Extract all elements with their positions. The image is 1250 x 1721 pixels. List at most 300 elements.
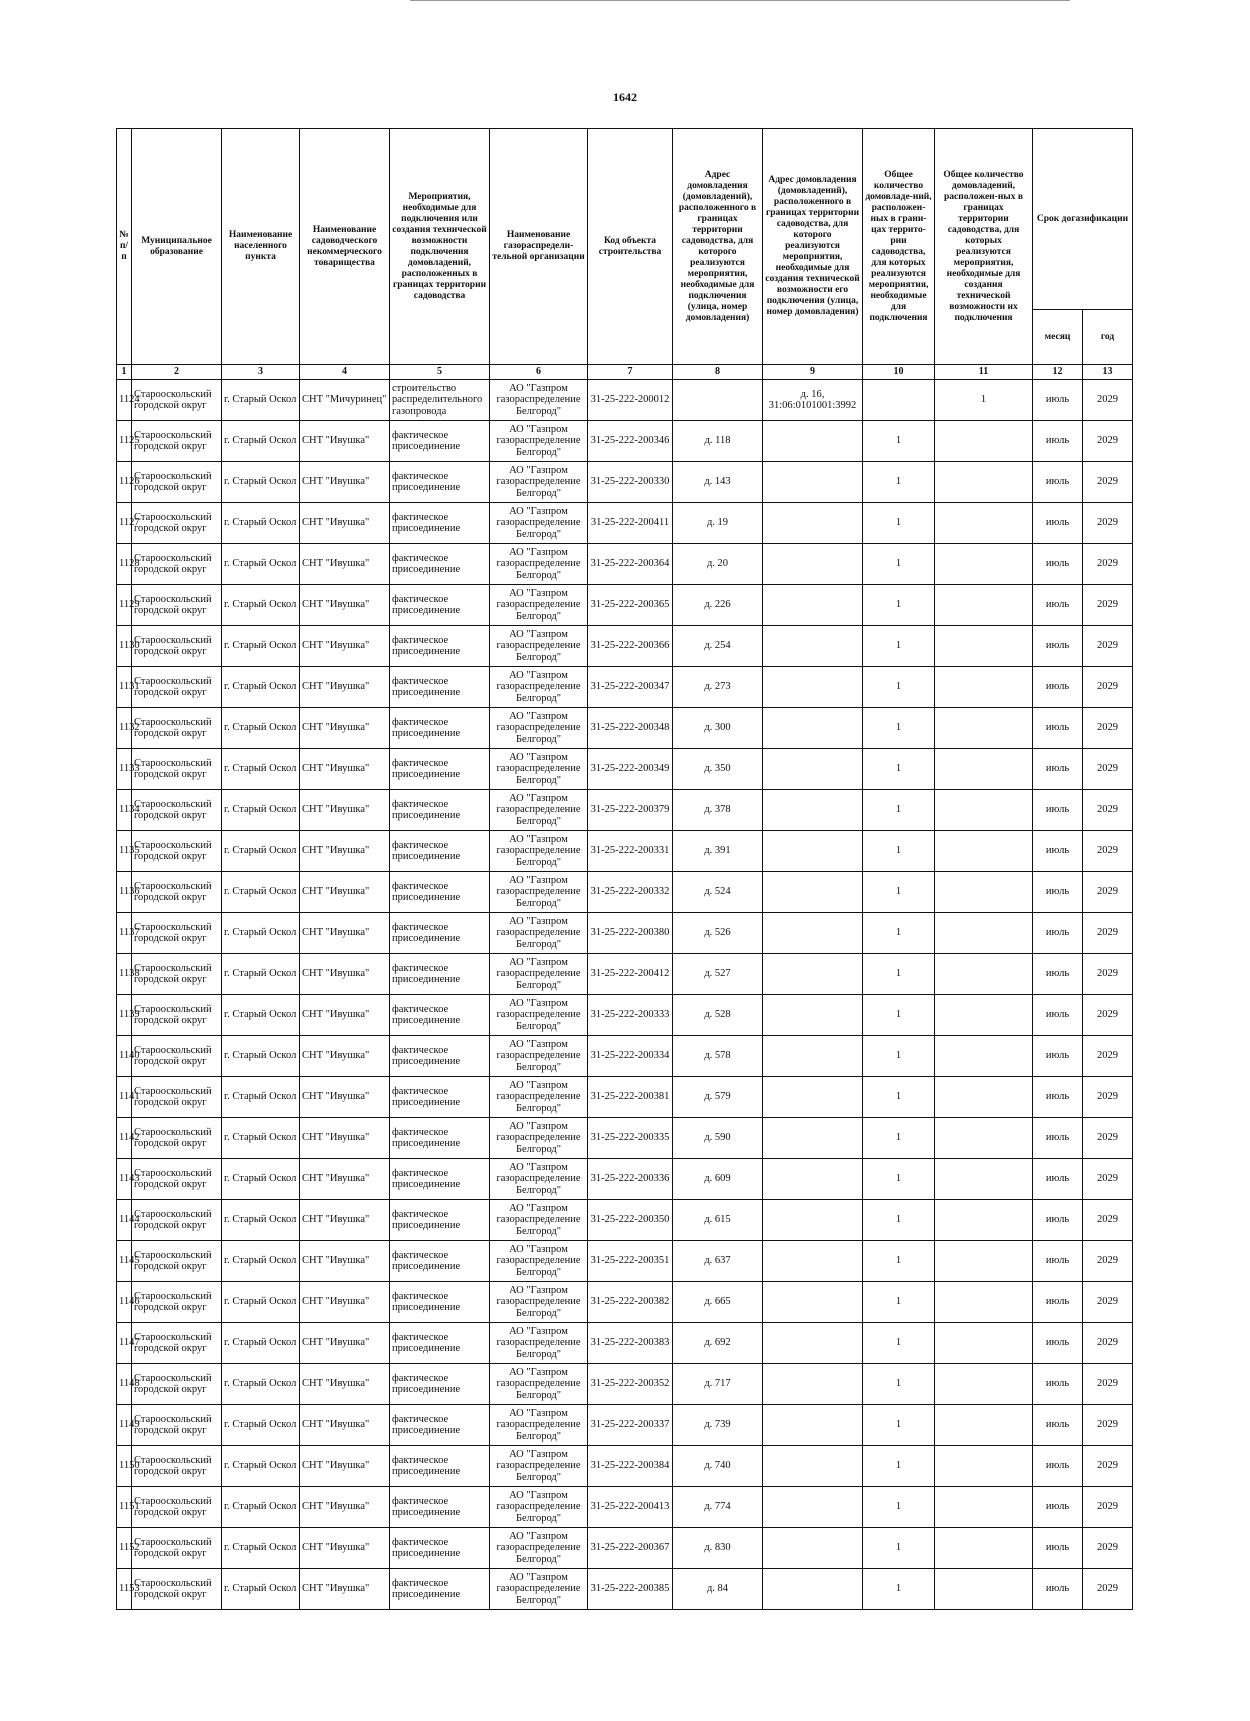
address-connection-cell: д. 739	[673, 1405, 763, 1446]
column-number: 10	[863, 365, 935, 380]
gas-org-cell: АО "Газпром газораспределение Белгород"	[490, 1528, 588, 1569]
address-capability-cell	[763, 1487, 863, 1528]
count-connection-cell: 1	[863, 1446, 935, 1487]
settlement-cell: г. Старый Оскол	[222, 1241, 300, 1282]
object-code-cell: 31-25-222-200350	[588, 1200, 673, 1241]
row-number: 1127	[117, 503, 132, 544]
snt-name-cell: СНТ "Ивушка"	[300, 1036, 390, 1077]
year-cell: 2029	[1083, 626, 1133, 667]
count-capability-cell	[935, 1036, 1033, 1077]
snt-name-cell: СНТ "Ивушка"	[300, 1118, 390, 1159]
snt-name-cell: СНТ "Ивушка"	[300, 626, 390, 667]
column-number: 9	[763, 365, 863, 380]
gas-org-cell: АО "Газпром газораспределение Белгород"	[490, 421, 588, 462]
object-code-cell: 31-25-222-200366	[588, 626, 673, 667]
row-number: 1141	[117, 1077, 132, 1118]
address-connection-cell: д. 692	[673, 1323, 763, 1364]
count-connection-cell	[863, 380, 935, 421]
address-connection-cell: д. 528	[673, 995, 763, 1036]
year-cell: 2029	[1083, 1241, 1133, 1282]
table-row	[117, 462, 1133, 503]
snt-name-cell: СНТ "Мичуринец"	[300, 380, 390, 421]
address-connection-cell: д. 391	[673, 831, 763, 872]
header-municipality: Муниципальное образование	[132, 129, 222, 365]
object-code-cell: 31-25-222-200332	[588, 872, 673, 913]
count-capability-cell	[935, 1405, 1033, 1446]
snt-name-cell: СНТ "Ивушка"	[300, 1200, 390, 1241]
settlement-cell: г. Старый Оскол	[222, 1200, 300, 1241]
column-number: 4	[300, 365, 390, 380]
header-month: месяц	[1033, 310, 1083, 365]
table-row	[117, 954, 1133, 995]
column-number: 11	[935, 365, 1033, 380]
table-row	[117, 1036, 1133, 1077]
year-cell: 2029	[1083, 1159, 1133, 1200]
row-number: 1124	[117, 380, 132, 421]
column-number: 2	[132, 365, 222, 380]
municipality-cell: Старооскольский городской округ	[132, 1405, 222, 1446]
address-connection-cell: д. 20	[673, 544, 763, 585]
settlement-cell: г. Старый Оскол	[222, 1323, 300, 1364]
snt-name-cell: СНТ "Ивушка"	[300, 1077, 390, 1118]
object-code-cell: 31-25-222-200385	[588, 1569, 673, 1610]
count-capability-cell	[935, 1569, 1033, 1610]
object-code-cell: 31-25-222-200335	[588, 1118, 673, 1159]
month-cell: июль	[1033, 1405, 1083, 1446]
year-cell: 2029	[1083, 544, 1133, 585]
count-connection-cell: 1	[863, 1159, 935, 1200]
measure-cell: фактическое присоединение	[390, 790, 490, 831]
object-code-cell: 31-25-222-200383	[588, 1323, 673, 1364]
address-connection-cell: д. 774	[673, 1487, 763, 1528]
object-code-cell: 31-25-222-200348	[588, 708, 673, 749]
row-number: 1147	[117, 1323, 132, 1364]
count-connection-cell: 1	[863, 995, 935, 1036]
header-count-connection: Общее количество домовладе-ний, расположен-ных в грани-цах террито-рии садоводства, для которых реализуются мероприятия, необходимые для подключения	[863, 129, 935, 365]
month-cell: июль	[1033, 954, 1083, 995]
year-cell: 2029	[1083, 1036, 1133, 1077]
count-capability-cell	[935, 462, 1033, 503]
year-cell: 2029	[1083, 995, 1133, 1036]
count-capability-cell	[935, 585, 1033, 626]
address-connection-cell: д. 740	[673, 1446, 763, 1487]
year-cell: 2029	[1083, 1487, 1133, 1528]
object-code-cell: 31-25-222-200351	[588, 1241, 673, 1282]
gasification-table	[116, 128, 1133, 1610]
measure-cell: фактическое присоединение	[390, 503, 490, 544]
municipality-cell: Старооскольский городской округ	[132, 790, 222, 831]
gas-org-cell: АО "Газпром газораспределение Белгород"	[490, 1569, 588, 1610]
header-count-capability: Общее количество домовладений, расположен-ных в границах территории садоводства, для которых реализуются мероприятия, необходимые для создания технической возможности их подключения	[935, 129, 1033, 365]
count-capability-cell: 1	[935, 380, 1033, 421]
row-number: 1129	[117, 585, 132, 626]
address-capability-cell: д. 16, 31:06:0101001:3992	[763, 380, 863, 421]
year-cell: 2029	[1083, 585, 1133, 626]
address-connection-cell: д. 615	[673, 1200, 763, 1241]
year-cell: 2029	[1083, 913, 1133, 954]
address-capability-cell	[763, 1446, 863, 1487]
gas-org-cell: АО "Газпром газораспределение Белгород"	[490, 1077, 588, 1118]
table-row	[117, 626, 1133, 667]
count-connection-cell: 1	[863, 1282, 935, 1323]
measure-cell: фактическое присоединение	[390, 421, 490, 462]
municipality-cell: Старооскольский городской округ	[132, 1446, 222, 1487]
municipality-cell: Старооскольский городской округ	[132, 831, 222, 872]
settlement-cell: г. Старый Оскол	[222, 667, 300, 708]
count-connection-cell: 1	[863, 421, 935, 462]
table-row	[117, 1364, 1133, 1405]
gas-org-cell: АО "Газпром газораспределение Белгород"	[490, 1159, 588, 1200]
municipality-cell: Старооскольский городской округ	[132, 544, 222, 585]
count-capability-cell	[935, 626, 1033, 667]
municipality-cell: Старооскольский городской округ	[132, 708, 222, 749]
snt-name-cell: СНТ "Ивушка"	[300, 995, 390, 1036]
measure-cell: фактическое присоединение	[390, 1282, 490, 1323]
snt-name-cell: СНТ "Ивушка"	[300, 585, 390, 626]
month-cell: июль	[1033, 1528, 1083, 1569]
municipality-cell: Старооскольский городской округ	[132, 1528, 222, 1569]
table-row	[117, 913, 1133, 954]
table-row	[117, 1405, 1133, 1446]
measure-cell: фактическое присоединение	[390, 1159, 490, 1200]
count-capability-cell	[935, 667, 1033, 708]
count-connection-cell: 1	[863, 913, 935, 954]
address-capability-cell	[763, 667, 863, 708]
count-capability-cell	[935, 1528, 1033, 1569]
count-capability-cell	[935, 1364, 1033, 1405]
snt-name-cell: СНТ "Ивушка"	[300, 1323, 390, 1364]
settlement-cell: г. Старый Оскол	[222, 749, 300, 790]
address-connection-cell: д. 118	[673, 421, 763, 462]
address-connection-cell	[673, 380, 763, 421]
column-number-row	[117, 365, 1133, 380]
settlement-cell: г. Старый Оскол	[222, 1487, 300, 1528]
table-row	[117, 1528, 1133, 1569]
settlement-cell: г. Старый Оскол	[222, 913, 300, 954]
measure-cell: фактическое присоединение	[390, 462, 490, 503]
month-cell: июль	[1033, 790, 1083, 831]
month-cell: июль	[1033, 831, 1083, 872]
table-row	[117, 667, 1133, 708]
municipality-cell: Старооскольский городской округ	[132, 954, 222, 995]
address-capability-cell	[763, 1241, 863, 1282]
object-code-cell: 31-25-222-200333	[588, 995, 673, 1036]
settlement-cell: г. Старый Оскол	[222, 380, 300, 421]
snt-name-cell: СНТ "Ивушка"	[300, 831, 390, 872]
object-code-cell: 31-25-222-200412	[588, 954, 673, 995]
municipality-cell: Старооскольский городской округ	[132, 1036, 222, 1077]
settlement-cell: г. Старый Оскол	[222, 790, 300, 831]
measure-cell: фактическое присоединение	[390, 954, 490, 995]
municipality-cell: Старооскольский городской округ	[132, 1487, 222, 1528]
table-row	[117, 585, 1133, 626]
snt-name-cell: СНТ "Ивушка"	[300, 1405, 390, 1446]
count-capability-cell	[935, 708, 1033, 749]
object-code-cell: 31-25-222-200331	[588, 831, 673, 872]
object-code-cell: 31-25-222-200379	[588, 790, 673, 831]
table-row	[117, 1241, 1133, 1282]
header-address-connection: Адрес домовладения (домовладений), расположенного в границах территории садоводства, для которого реализуются мероприятия, необходимые для подключения (улица, номер домовладения)	[673, 129, 763, 365]
address-capability-cell	[763, 1569, 863, 1610]
settlement-cell: г. Старый Оскол	[222, 462, 300, 503]
gas-org-cell: АО "Газпром газораспределение Белгород"	[490, 913, 588, 954]
measure-cell: фактическое присоединение	[390, 1118, 490, 1159]
address-capability-cell	[763, 1159, 863, 1200]
table-row	[117, 544, 1133, 585]
table-body	[117, 380, 1133, 1610]
measure-cell: фактическое присоединение	[390, 872, 490, 913]
row-number: 1146	[117, 1282, 132, 1323]
settlement-cell: г. Старый Оскол	[222, 995, 300, 1036]
table-row	[117, 790, 1133, 831]
row-number: 1131	[117, 667, 132, 708]
count-capability-cell	[935, 1282, 1033, 1323]
municipality-cell: Старооскольский городской округ	[132, 1241, 222, 1282]
year-cell: 2029	[1083, 1446, 1133, 1487]
measure-cell: фактическое присоединение	[390, 1036, 490, 1077]
municipality-cell: Старооскольский городской округ	[132, 421, 222, 462]
row-number: 1135	[117, 831, 132, 872]
object-code-cell: 31-25-222-200382	[588, 1282, 673, 1323]
object-code-cell: 31-25-222-200380	[588, 913, 673, 954]
year-cell: 2029	[1083, 749, 1133, 790]
measure-cell: фактическое присоединение	[390, 749, 490, 790]
month-cell: июль	[1033, 667, 1083, 708]
address-capability-cell	[763, 708, 863, 749]
address-capability-cell	[763, 749, 863, 790]
count-connection-cell: 1	[863, 585, 935, 626]
count-connection-cell: 1	[863, 1077, 935, 1118]
month-cell: июль	[1033, 462, 1083, 503]
count-connection-cell: 1	[863, 790, 935, 831]
address-capability-cell	[763, 1036, 863, 1077]
municipality-cell: Старооскольский городской округ	[132, 995, 222, 1036]
gas-org-cell: АО "Газпром газораспределение Белгород"	[490, 1241, 588, 1282]
gas-org-cell: АО "Газпром газораспределение Белгород"	[490, 1405, 588, 1446]
settlement-cell: г. Старый Оскол	[222, 1569, 300, 1610]
year-cell: 2029	[1083, 1323, 1133, 1364]
snt-name-cell: СНТ "Ивушка"	[300, 1487, 390, 1528]
settlement-cell: г. Старый Оскол	[222, 421, 300, 462]
header-term: Срок догазификации	[1033, 129, 1133, 310]
page-number: 1642	[613, 90, 637, 104]
measure-cell: фактическое присоединение	[390, 1446, 490, 1487]
table-row	[117, 1077, 1133, 1118]
settlement-cell: г. Старый Оскол	[222, 1159, 300, 1200]
object-code-cell: 31-25-222-200349	[588, 749, 673, 790]
measure-cell: фактическое присоединение	[390, 626, 490, 667]
address-capability-cell	[763, 503, 863, 544]
address-connection-cell: д. 254	[673, 626, 763, 667]
count-connection-cell: 1	[863, 626, 935, 667]
month-cell: июль	[1033, 749, 1083, 790]
address-connection-cell: д. 226	[673, 585, 763, 626]
municipality-cell: Старооскольский городской округ	[132, 667, 222, 708]
count-connection-cell: 1	[863, 1241, 935, 1282]
year-cell: 2029	[1083, 831, 1133, 872]
measure-cell: фактическое присоединение	[390, 1077, 490, 1118]
year-cell: 2029	[1083, 503, 1133, 544]
year-cell: 2029	[1083, 421, 1133, 462]
row-number: 1150	[117, 1446, 132, 1487]
row-number: 1144	[117, 1200, 132, 1241]
address-capability-cell	[763, 872, 863, 913]
address-capability-cell	[763, 831, 863, 872]
count-capability-cell	[935, 1200, 1033, 1241]
snt-name-cell: СНТ "Ивушка"	[300, 872, 390, 913]
count-capability-cell	[935, 1487, 1033, 1528]
month-cell: июль	[1033, 708, 1083, 749]
month-cell: июль	[1033, 1282, 1083, 1323]
object-code-cell: 31-25-222-200367	[588, 1528, 673, 1569]
header-address-capability: Адрес домовладения (домовладений), расположенного в границах территории садоводства, для которого реализуются мероприятия, необходимые для создания технической возможности его подключения (улица, номер домовладения)	[763, 129, 863, 365]
object-code-cell: 31-25-222-200336	[588, 1159, 673, 1200]
table-row	[117, 831, 1133, 872]
address-connection-cell: д. 637	[673, 1241, 763, 1282]
municipality-cell: Старооскольский городской округ	[132, 1118, 222, 1159]
count-connection-cell: 1	[863, 1405, 935, 1446]
table-header	[117, 129, 1133, 380]
gas-org-cell: АО "Газпром газораспределение Белгород"	[490, 1036, 588, 1077]
table-row	[117, 1200, 1133, 1241]
settlement-cell: г. Старый Оскол	[222, 954, 300, 995]
address-capability-cell	[763, 1405, 863, 1446]
month-cell: июль	[1033, 1446, 1083, 1487]
object-code-cell: 31-25-222-200381	[588, 1077, 673, 1118]
snt-name-cell: СНТ "Ивушка"	[300, 1364, 390, 1405]
address-connection-cell: д. 300	[673, 708, 763, 749]
settlement-cell: г. Старый Оскол	[222, 1528, 300, 1569]
address-connection-cell: д. 830	[673, 1528, 763, 1569]
count-connection-cell: 1	[863, 1487, 935, 1528]
table-row	[117, 1569, 1133, 1610]
column-number: 5	[390, 365, 490, 380]
municipality-cell: Старооскольский городской округ	[132, 1323, 222, 1364]
row-number: 1130	[117, 626, 132, 667]
year-cell: 2029	[1083, 1282, 1133, 1323]
gas-org-cell: АО "Газпром газораспределение Белгород"	[490, 503, 588, 544]
address-capability-cell	[763, 462, 863, 503]
measure-cell: фактическое присоединение	[390, 1405, 490, 1446]
address-capability-cell	[763, 913, 863, 954]
count-capability-cell	[935, 1159, 1033, 1200]
count-connection-cell: 1	[863, 1569, 935, 1610]
address-capability-cell	[763, 790, 863, 831]
municipality-cell: Старооскольский городской округ	[132, 1282, 222, 1323]
row-number: 1140	[117, 1036, 132, 1077]
count-connection-cell: 1	[863, 1364, 935, 1405]
table-row	[117, 872, 1133, 913]
column-number: 1	[117, 365, 132, 380]
address-capability-cell	[763, 626, 863, 667]
row-number: 1133	[117, 749, 132, 790]
measure-cell: фактическое присоединение	[390, 913, 490, 954]
address-connection-cell: д. 143	[673, 462, 763, 503]
snt-name-cell: СНТ "Ивушка"	[300, 544, 390, 585]
address-capability-cell	[763, 1200, 863, 1241]
month-cell: июль	[1033, 1200, 1083, 1241]
row-number: 1148	[117, 1364, 132, 1405]
year-cell: 2029	[1083, 790, 1133, 831]
municipality-cell: Старооскольский городской округ	[132, 913, 222, 954]
measure-cell: фактическое присоединение	[390, 1364, 490, 1405]
gas-org-cell: АО "Газпром газораспределение Белгород"	[490, 1323, 588, 1364]
row-number: 1136	[117, 872, 132, 913]
column-number: 7	[588, 365, 673, 380]
row-number: 1126	[117, 462, 132, 503]
address-capability-cell	[763, 1364, 863, 1405]
row-number: 1153	[117, 1569, 132, 1610]
municipality-cell: Старооскольский городской округ	[132, 1364, 222, 1405]
count-connection-cell: 1	[863, 1036, 935, 1077]
row-number: 1152	[117, 1528, 132, 1569]
row-number: 1128	[117, 544, 132, 585]
month-cell: июль	[1033, 626, 1083, 667]
address-connection-cell: д. 527	[673, 954, 763, 995]
measure-cell: фактическое присоединение	[390, 831, 490, 872]
year-cell: 2029	[1083, 1528, 1133, 1569]
snt-name-cell: СНТ "Ивушка"	[300, 1282, 390, 1323]
measure-cell: фактическое присоединение	[390, 1528, 490, 1569]
header-year: год	[1083, 310, 1133, 365]
gas-org-cell: АО "Газпром газораспределение Белгород"	[490, 872, 588, 913]
count-connection-cell: 1	[863, 708, 935, 749]
year-cell: 2029	[1083, 1364, 1133, 1405]
month-cell: июль	[1033, 995, 1083, 1036]
gas-org-cell: АО "Газпром газораспределение Белгород"	[490, 626, 588, 667]
column-number: 12	[1033, 365, 1083, 380]
row-number: 1132	[117, 708, 132, 749]
count-connection-cell: 1	[863, 1528, 935, 1569]
gas-org-cell: АО "Газпром газораспределение Белгород"	[490, 831, 588, 872]
month-cell: июль	[1033, 1036, 1083, 1077]
year-cell: 2029	[1083, 1569, 1133, 1610]
gas-org-cell: АО "Газпром газораспределение Белгород"	[490, 1282, 588, 1323]
measure-cell: фактическое присоединение	[390, 1200, 490, 1241]
gas-org-cell: АО "Газпром газораспределение Белгород"	[490, 667, 588, 708]
address-connection-cell: д. 578	[673, 1036, 763, 1077]
gas-org-cell: АО "Газпром газораспределение Белгород"	[490, 1364, 588, 1405]
measure-cell: фактическое присоединение	[390, 544, 490, 585]
count-capability-cell	[935, 831, 1033, 872]
count-capability-cell	[935, 1241, 1033, 1282]
object-code-cell: 31-25-222-200346	[588, 421, 673, 462]
table-row	[117, 421, 1133, 462]
count-capability-cell	[935, 503, 1033, 544]
gas-org-cell: АО "Газпром газораспределение Белгород"	[490, 995, 588, 1036]
snt-name-cell: СНТ "Ивушка"	[300, 1159, 390, 1200]
count-capability-cell	[935, 421, 1033, 462]
year-cell: 2029	[1083, 1200, 1133, 1241]
gas-org-cell: АО "Газпром газораспределение Белгород"	[490, 708, 588, 749]
snt-name-cell: СНТ "Ивушка"	[300, 1446, 390, 1487]
settlement-cell: г. Старый Оскол	[222, 544, 300, 585]
month-cell: июль	[1033, 1118, 1083, 1159]
header-number: № п/п	[117, 129, 132, 365]
snt-name-cell: СНТ "Ивушка"	[300, 462, 390, 503]
table-row	[117, 749, 1133, 790]
object-code-cell: 31-25-222-200012	[588, 380, 673, 421]
table-row	[117, 708, 1133, 749]
count-capability-cell	[935, 913, 1033, 954]
municipality-cell: Старооскольский городской округ	[132, 1569, 222, 1610]
measure-cell: строительство распределительного газопровода	[390, 380, 490, 421]
table-row	[117, 1487, 1133, 1528]
count-capability-cell	[935, 749, 1033, 790]
table-row	[117, 1118, 1133, 1159]
header-object-code: Код объекта строительства	[588, 129, 673, 365]
object-code-cell: 31-25-222-200337	[588, 1405, 673, 1446]
